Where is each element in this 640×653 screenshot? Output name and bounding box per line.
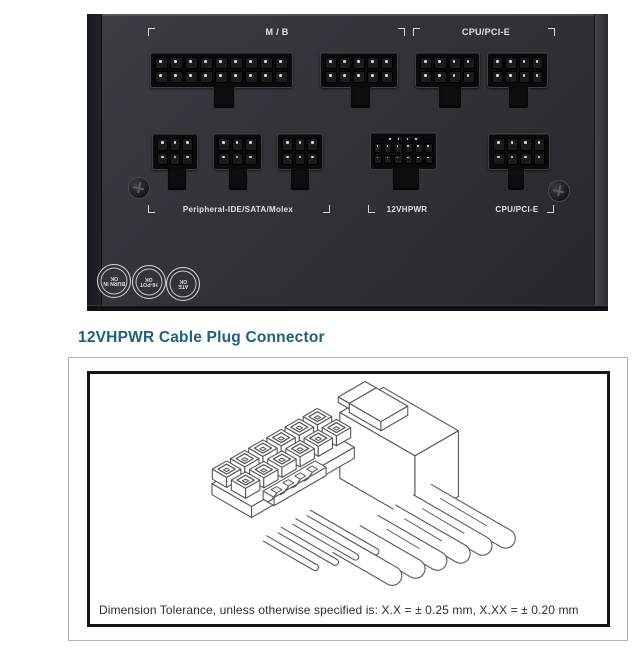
qc-stamp-ate — [166, 267, 200, 301]
pin — [519, 57, 530, 69]
pin — [449, 71, 461, 83]
pin — [532, 57, 543, 69]
cable-clip-tab — [438, 87, 462, 109]
stamp-line: OK — [145, 276, 153, 283]
cable-clip-tab — [392, 168, 420, 191]
pin — [155, 57, 168, 69]
pin — [230, 57, 243, 69]
pin — [507, 138, 519, 151]
bracket-icon — [413, 28, 420, 36]
pin — [374, 155, 382, 165]
pin — [394, 143, 402, 153]
pin — [218, 138, 230, 151]
qc-stamp-hi-pot — [132, 265, 166, 299]
pin — [534, 138, 546, 151]
pin — [387, 136, 395, 141]
pin — [282, 138, 293, 151]
pin — [295, 153, 306, 166]
pin — [505, 71, 516, 83]
pin — [384, 155, 392, 165]
psu-connector-panel — [87, 14, 608, 311]
pin — [420, 71, 432, 83]
pin — [505, 57, 516, 69]
pin — [260, 57, 273, 69]
pin — [339, 71, 351, 83]
connector-cpu-pcie-8pin-2 — [487, 52, 548, 88]
pin — [182, 153, 193, 166]
connector-peripheral-6pin-1 — [152, 133, 198, 170]
stamp-line: BURN IN — [103, 281, 125, 287]
pin — [155, 71, 168, 83]
cable-clip-tab — [350, 87, 371, 109]
pin — [420, 57, 432, 69]
pin — [339, 57, 351, 69]
stamp-line: OK — [110, 275, 118, 282]
bracket-icon — [368, 205, 375, 213]
pin — [245, 57, 258, 69]
bracket-icon — [547, 205, 554, 213]
cable-clip-tab — [507, 169, 525, 191]
pin — [404, 136, 412, 141]
pin — [185, 57, 198, 69]
pin — [394, 155, 402, 165]
pin — [170, 153, 181, 166]
pin — [381, 71, 393, 83]
pin — [367, 71, 379, 83]
pin — [463, 57, 475, 69]
pin — [245, 138, 257, 151]
pin — [307, 138, 318, 151]
pin — [157, 153, 168, 166]
pin — [532, 71, 543, 83]
stamp-line: OK — [179, 278, 187, 285]
pin — [415, 155, 423, 165]
pin — [282, 153, 293, 166]
bracket-icon — [398, 28, 405, 36]
connector-mb-10pin — [320, 52, 398, 88]
pin — [170, 138, 181, 151]
pin — [170, 57, 183, 69]
section-title: 12VHPWR Cable Plug Connector — [78, 329, 325, 346]
bracket-icon — [323, 205, 330, 213]
pin — [353, 71, 365, 83]
screw-icon — [548, 180, 570, 202]
pin — [374, 143, 382, 153]
connector-mb-18pin — [150, 52, 293, 88]
label-mb: M / B — [265, 27, 289, 37]
pin — [520, 138, 532, 151]
pin — [492, 71, 503, 83]
cable-clip-tab — [167, 169, 187, 191]
pin — [367, 57, 379, 69]
pin — [157, 138, 168, 151]
pin — [275, 71, 288, 83]
label-12vhpwr: 12VHPWR — [386, 205, 428, 214]
stamp-line: HI-POT — [140, 282, 158, 288]
psu-bottom-edge — [87, 305, 608, 311]
pin — [425, 155, 433, 165]
pin — [493, 138, 505, 151]
connector-cpu-pcie-8pin-3 — [488, 133, 550, 170]
pin — [200, 71, 213, 83]
pin — [413, 136, 421, 141]
pin — [384, 143, 392, 153]
bracket-icon — [148, 205, 155, 213]
pin — [218, 153, 230, 166]
pin — [185, 71, 198, 83]
connector-peripheral-6pin-2 — [213, 133, 262, 170]
pin — [519, 71, 530, 83]
connector-cpu-pcie-8pin-1 — [415, 52, 480, 88]
pin — [325, 71, 337, 83]
12vhpwr-connector-drawing — [90, 376, 607, 586]
tolerance-note: Dimension Tolerance, unless otherwise specified is: X.X = ± 0.25 mm, X.XX = ± 0.20 mm — [99, 603, 579, 617]
connector-peripheral-6pin-3 — [277, 133, 323, 170]
pin — [434, 57, 446, 69]
psu-left-edge — [87, 14, 102, 311]
cable-clip-tab — [508, 87, 529, 109]
pin — [415, 143, 423, 153]
power-pin-grid — [374, 143, 433, 164]
label-cpu-pcie-mid: CPU/PCI-E — [495, 205, 539, 214]
pin — [381, 57, 393, 69]
pin — [260, 71, 273, 83]
sense-pin-row — [387, 136, 421, 141]
pin — [232, 138, 244, 151]
pin — [534, 153, 546, 166]
pin — [170, 71, 183, 83]
drawing-line — [263, 536, 318, 571]
pin — [520, 153, 532, 166]
pin — [215, 57, 228, 69]
label-cpu-pcie-top: CPU/PCI-E — [461, 27, 511, 37]
cable-clip-tab — [228, 169, 248, 191]
pin — [463, 71, 475, 83]
pin — [245, 153, 257, 166]
pin — [492, 57, 503, 69]
label-peripheral: Peripheral-IDE/SATA/Molex — [182, 205, 294, 214]
screw-icon — [128, 177, 150, 199]
pin — [325, 57, 337, 69]
pin — [353, 57, 365, 69]
pin — [230, 71, 243, 83]
connector-12vhpwr — [370, 132, 437, 170]
pin — [200, 57, 213, 69]
pin — [182, 138, 193, 151]
cable-clip-tab — [213, 87, 235, 109]
bracket-icon — [148, 28, 155, 36]
pin — [405, 155, 413, 165]
pin — [425, 143, 433, 153]
pin — [295, 138, 306, 151]
drawing-outer-box — [68, 357, 628, 641]
psu-right-edge — [594, 14, 608, 311]
pin — [405, 143, 413, 153]
pin — [307, 153, 318, 166]
pin — [395, 136, 403, 141]
pin — [493, 153, 505, 166]
pin — [449, 57, 461, 69]
cable-clip-tab — [290, 169, 310, 191]
qc-stamp-burn-in — [97, 264, 131, 298]
pin — [434, 71, 446, 83]
stamp-line: ATE — [177, 284, 189, 290]
pin — [215, 71, 228, 83]
pin — [507, 153, 519, 166]
pin — [245, 71, 258, 83]
bracket-icon — [548, 28, 555, 36]
drawing-inner-box — [87, 371, 610, 627]
pin — [275, 57, 288, 69]
pin — [232, 153, 244, 166]
